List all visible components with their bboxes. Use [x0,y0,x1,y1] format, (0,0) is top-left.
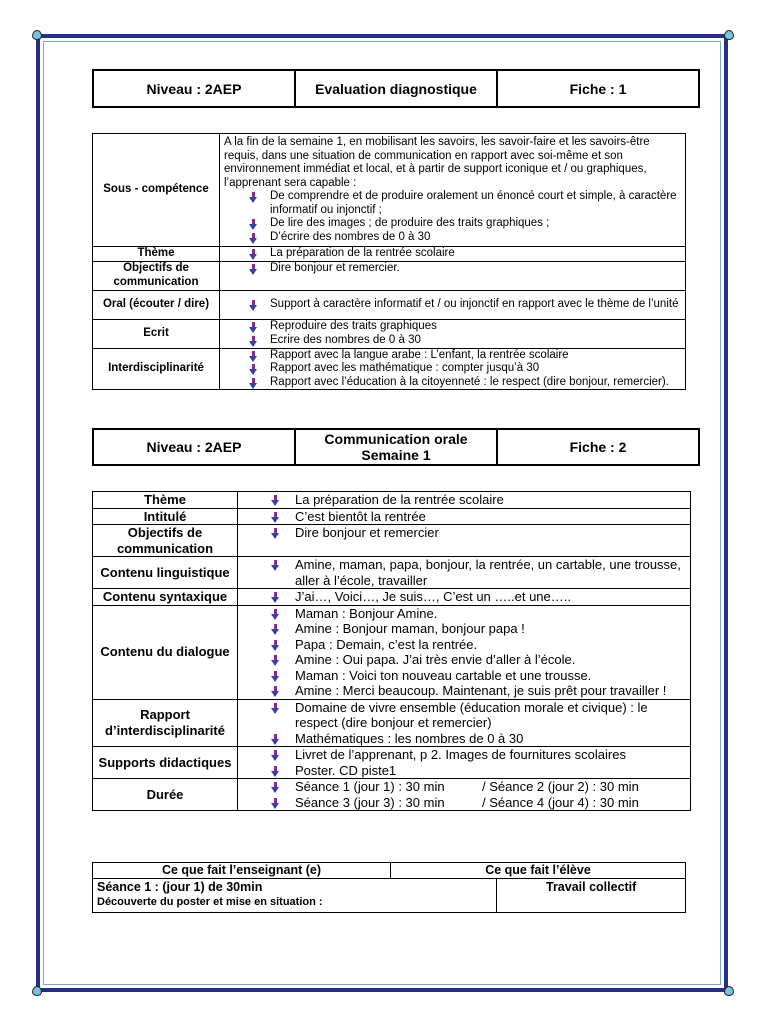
table-row [93,348,686,390]
arrow-down-icon [249,300,258,311]
list-item: Rapport avec les mathématique : compter jusqu’à 30 [224,362,681,376]
arrow-down-icon [271,655,280,666]
arrow-down-icon [249,351,258,362]
seance-title: Séance 1 : (jour 1) de 30min [97,880,263,894]
travail-label: Travail collectif [497,879,686,913]
arrow-down-icon [271,686,280,697]
table-row [93,508,691,525]
communication-table [92,491,691,811]
arrow-down-icon [271,734,280,745]
table-row [93,290,686,319]
row-label: Interdisciplinarité [93,348,220,390]
list-item: Dire bonjour et remercier. [224,262,681,276]
row-label: Objectifs de communication [93,261,220,290]
row-label: Thème [93,492,238,509]
arrow-down-icon [271,624,280,635]
arrow-down-icon [249,264,258,275]
arrow-down-icon [249,192,258,203]
decouverte-label: Découverte du poster et mise en situation : [97,896,323,908]
row-label: Thème [93,247,220,262]
column-header: Ce que fait l’élève [391,863,686,879]
list-item: Mathématiques : les nombres de 0 à 30 [242,731,686,747]
table-row [93,605,691,699]
arrow-down-icon [271,609,280,620]
seance-table [92,862,686,913]
list-item: Amine, maman, papa, bonjour, la rentrée, un cartable, une trousse, aller à l’école, travailler [242,557,686,588]
list-item: Ecrire des nombres de 0 à 30 [224,334,681,348]
table-row [93,319,686,348]
list-item: Maman : Bonjour Amine. [242,606,686,622]
arrow-down-icon [271,560,280,571]
table-row [93,747,691,779]
arrow-down-icon [271,495,280,506]
table-row [93,261,686,290]
table-row [93,557,691,589]
corner-ornament [724,30,734,40]
row-label: Contenu syntaxique [93,589,238,606]
header-table-2 [92,428,700,466]
column-header: Ce que fait l’enseignant (e) [93,863,391,879]
row-label: Sous - compétence [93,134,220,247]
arrow-down-icon [271,782,280,793]
table-row [93,134,686,247]
list-item: Papa : Demain, c’est la rentrée. [242,637,686,653]
arrow-down-icon [249,233,258,244]
list-item: Support à caractère informatif et / ou injonctif en rapport avec le thème de l’unité [224,298,681,312]
arrow-down-icon [249,249,258,260]
competence-intro: A la fin de la semaine 1, en mobilisant les savoirs, les savoir-faire et les savoirs-être requis, dans une situation de communication en rapport avec soi-même et son environnement immédiat et local, et à partir de support iconique et / ou graphiques, l’apprenant sera capable : [224,136,650,189]
table-row [93,589,691,606]
arrow-down-icon [271,798,280,809]
fiche-label: Fiche : 2 [497,429,699,465]
list-item: Reproduire des traits graphiques [224,320,681,334]
corner-ornament [32,30,42,40]
table-row [93,699,691,747]
arrow-down-icon [271,703,280,714]
table-row [93,863,686,879]
niveau-label: Niveau : 2AEP [93,70,295,107]
niveau-label: Niveau : 2AEP [93,429,295,465]
table-row [93,247,686,262]
list-item: De comprendre et de produire oralement un énoncé court et simple, à caractère informatif ou injonctif ; [224,190,681,217]
arrow-down-icon [249,336,258,347]
list-item: Livret de l’apprenant, p 2. Images de fournitures scolaires [242,747,686,763]
arrow-down-icon [271,640,280,651]
list-item: La préparation de la rentrée scolaire [224,247,681,261]
bullet-list [224,190,681,244]
corner-ornament [32,986,42,996]
competence-table [92,133,686,390]
list-item: Séance 3 (jour 3) : 30 min / Séance 4 (jour 4) : 30 min [242,795,686,811]
header-title: Evaluation diagnostique [295,70,497,107]
row-label: Contenu du dialogue [93,605,238,699]
header-table-1 [92,69,700,108]
row-label: Durée [93,779,238,811]
arrow-down-icon [249,219,258,230]
row-label: Contenu linguistique [93,557,238,589]
row-label: Supports didactiques [93,747,238,779]
row-label: Objectifs de communication [93,525,238,557]
header-title: Communication orale Semaine 1 [295,429,497,465]
arrow-down-icon [271,766,280,777]
row-label: Intitulé [93,508,238,525]
list-item: Amine : Oui papa. J’ai très envie d’aller à l’école. [242,652,686,668]
list-item: La préparation de la rentrée scolaire [242,492,686,508]
arrow-down-icon [249,364,258,375]
row-label: Ecrit [93,319,220,348]
row-label: Oral (écouter / dire) [93,290,220,319]
list-item: Amine : Merci beaucoup. Maintenant, je suis prêt pour travailler ! [242,683,686,699]
arrow-down-icon [271,512,280,523]
list-item: Poster. CD piste1 [242,763,686,779]
fiche-label: Fiche : 1 [497,70,699,107]
arrow-down-icon [271,671,280,682]
table-row [93,525,691,557]
list-item: C’est bientôt la rentrée [242,509,686,525]
list-item: Maman : Voici ton nouveau cartable et une trousse. [242,668,686,684]
table-row [93,492,691,509]
list-item: De lire des images ; de produire des traits graphiques ; [224,217,681,231]
list-item: Rapport avec l’éducation à la citoyenneté : le respect (dire bonjour, remercier). [224,376,681,390]
arrow-down-icon [249,322,258,333]
list-item: Séance 1 (jour 1) : 30 min / Séance 2 (jour 2) : 30 min [242,779,686,795]
corner-ornament [724,986,734,996]
row-label: Rapport d’interdisciplinarité [93,699,238,747]
list-item: Rapport avec la langue arabe : L’enfant, la rentrée scolaire [224,349,681,363]
list-item: D’écrire des nombres de 0 à 30 [224,231,681,245]
arrow-down-icon [271,592,280,603]
arrow-down-icon [249,378,258,389]
arrow-down-icon [271,750,280,761]
list-item: Amine : Bonjour maman, bonjour papa ! [242,621,686,637]
list-item: J’ai…, Voici…, Je suis…, C’est un …..et une….. [242,589,686,605]
arrow-down-icon [271,528,280,539]
row-content [220,134,686,247]
table-row [93,779,691,811]
table-row [93,879,686,913]
list-item: Dire bonjour et remercier [242,525,686,541]
list-item: Domaine de vivre ensemble (éducation morale et civique) : le respect (dire bonjour et remercier) [242,700,686,731]
